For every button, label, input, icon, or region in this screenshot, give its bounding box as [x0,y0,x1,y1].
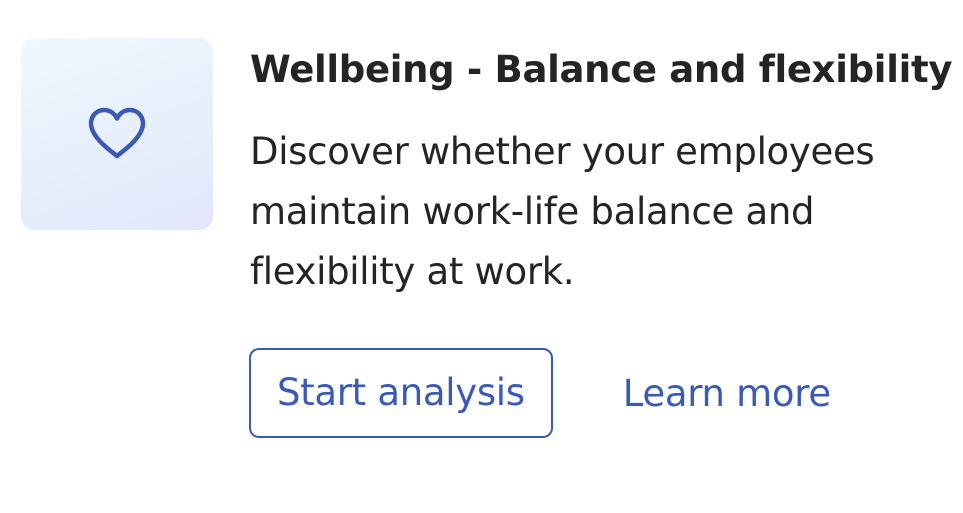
start-analysis-button[interactable]: Start analysis [249,348,553,438]
card-description: Discover whether your employees maintain work-life balance and flexibility at work. [250,130,875,293]
learn-more-link[interactable]: Learn more [622,371,831,415]
card-actions [249,348,831,438]
heart-icon [85,102,149,166]
card-content [250,44,953,302]
icon-tile [21,38,213,230]
card-title: Wellbeing - Balance and flexibility [250,48,953,91]
